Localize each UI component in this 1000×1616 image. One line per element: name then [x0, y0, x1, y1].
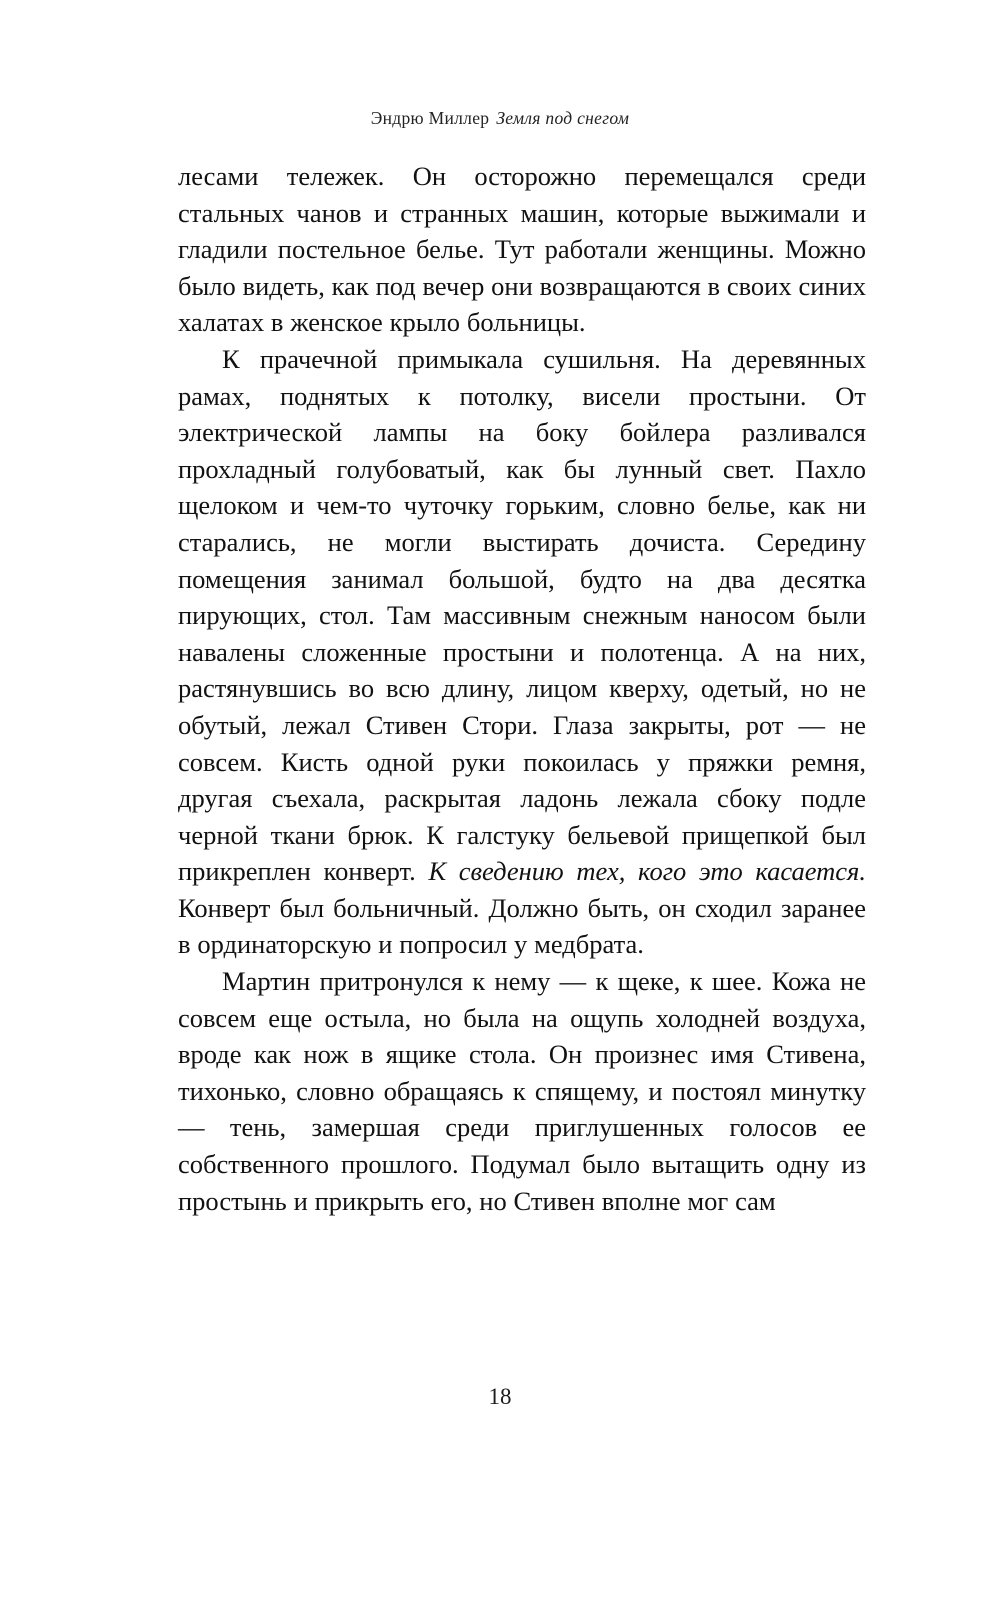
text-run-roman: лесами тележек. Он осторожно перемещался среди стальных чанов и странных машин, которые выжимали и гладили постельное белье. Тут работали женщины. Можно было видеть, как под вечер они возвращаются в своих синих халатах в женское крыло больницы.	[178, 161, 866, 338]
text-run-roman: Конверт был больничный. Должно быть, он сходил заранее в ординаторскую и попросил у медбрата.	[178, 892, 866, 960]
running-head-author: Эндрю Миллер	[370, 108, 490, 128]
paragraph-drying-room	[178, 341, 866, 963]
paragraph-martin	[178, 963, 866, 1219]
running-head-title: Земля под снегом	[496, 108, 630, 128]
text-run-roman: К прачечной примыкала сушильня. На деревянных рамах, поднятых к потолку, висели простыни. От электрической лампы на боку бойлера разливался прохладный голубоватый, как бы лунный свет. Пахло щелоком и чем-то чуточку горьким, словно белье, как ни старались, не могли выстирать дочиста. Середину помещения занимал большой, будто на два десятка пирующих, стол. Там массивным снежным наносом были навалены сложенные простыни и полотенца. А на них, растянувшись во всю длину, лицом кверху, одетый, но не обутый, лежал Стивен Стори. Глаза закрыты, рот — не совсем. Кисть одной руки покоилась у пряжки ремня, другая съехала, раскрытая ладонь лежала сбоку подле черной ткани брюк. К галстуку бельевой прищепкой был прикреплен конверт.	[178, 343, 866, 887]
body-text-block	[178, 158, 866, 1219]
page-number: 18	[488, 1384, 512, 1409]
text-run-roman: Мартин притронулся к нему — к щеке, к шее. Кожа не совсем еще остыла, но была на ощупь холодней воздуха, вроде как нож в ящике стола. Он произнес имя Стивена, тихонько, словно обращаясь к спящему, и постоял минутку — тень, замершая среди приглушенных голосов ее собственного прошлого. Подумал было вытащить одну из простынь и прикрыть его, но Стивен вполне мог сам	[178, 966, 866, 1216]
paragraph-continued	[178, 158, 866, 341]
text-run-italic: К сведению тех, кого это касается.	[428, 856, 866, 887]
running-head	[0, 108, 1000, 129]
